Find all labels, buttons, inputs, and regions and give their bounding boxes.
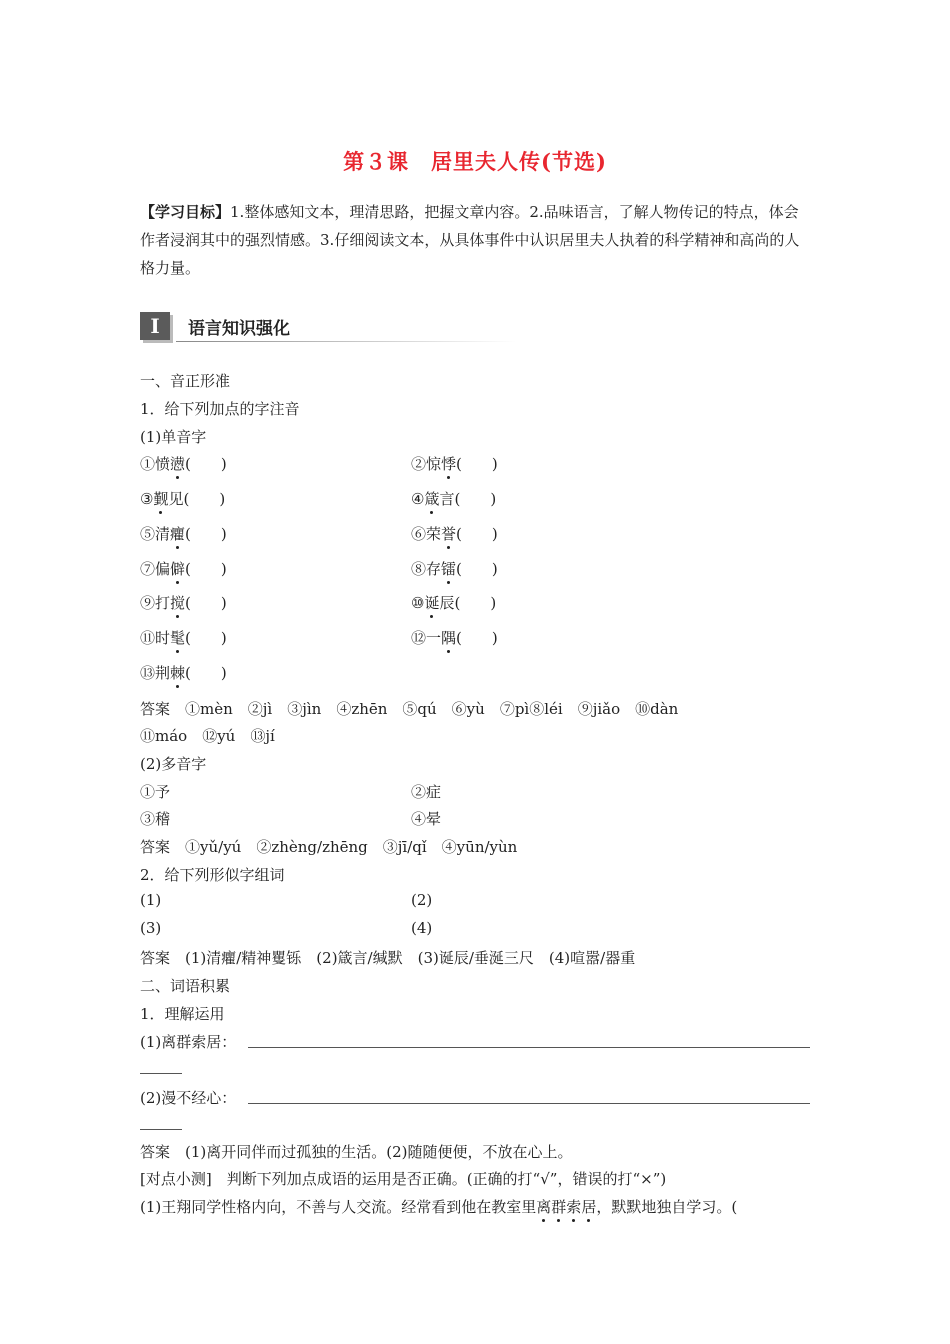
item-pre: 惊 (426, 455, 442, 473)
item-tail: ( ) (185, 664, 227, 682)
item-tail: ( ) (185, 629, 227, 647)
item-tail: ( ) (185, 455, 227, 473)
item-n: ⑩ (411, 594, 425, 612)
pinyin-item (140, 662, 227, 683)
multi-item-1: ①予 (140, 783, 171, 801)
item-n: ⑨ (140, 594, 156, 612)
idiom-item-2: (2)漫不经心： (140, 1089, 237, 1107)
section-underline (176, 341, 516, 342)
dotted-char: 悸 (441, 455, 457, 473)
idiom-item-1: (1)离群索居： (140, 1033, 237, 1051)
item-n: ⑧ (411, 560, 427, 578)
item-post: 辰 (439, 594, 455, 612)
item-n: ⑥ (411, 525, 427, 543)
section-number: I (140, 312, 170, 340)
answer-1-line1: 答案 ①mèn ②jì ③jìn ④zhēn ⑤qú ⑥yù ⑦pì⑧léi ⑨jiǎo ⑩dàn (140, 700, 679, 718)
item-pre: 时 (155, 629, 171, 647)
item-n: ④ (411, 490, 425, 508)
multi-item-2: ②症 (411, 783, 442, 801)
pinyin-item (411, 453, 498, 474)
dotted-char: 棘 (170, 664, 186, 682)
goal-text: 1.整体感知文本，理清思路，把握文章内容。2.品味语言，了解人物传记的特点，体会作者浸润其中的强烈情感。3.仔细阅读文本，从具体事件中认识居里夫人执着的科学精神和高尚的人格力量。 (140, 203, 800, 277)
item-tail: ( ) (456, 629, 498, 647)
item-pre: 荣 (426, 525, 442, 543)
dotted-char: 僻 (170, 560, 186, 578)
dotted-char: 懑 (170, 455, 186, 473)
form-item-4: (4) (411, 919, 433, 937)
question-1: 1．给下列加点的字注音 (140, 400, 300, 418)
item-n: ① (140, 455, 156, 473)
dotted-char: 誉 (441, 525, 457, 543)
part1-heading: 一、音正形准 (140, 372, 231, 390)
item-pre: 偏 (155, 560, 171, 578)
answer-1-line2: ⑪máo ⑫yú ⑬jí (140, 727, 275, 745)
item-n: ⑦ (140, 560, 156, 578)
item-tail: ( ) (185, 560, 227, 578)
item-tail: ( ) (456, 560, 498, 578)
item-post: 言 (439, 490, 455, 508)
fill-line-2a (248, 1103, 810, 1104)
item-n: ⑤ (140, 525, 156, 543)
item-tail: ( ) (185, 594, 227, 612)
form-item-2: (2) (411, 891, 433, 909)
item-pre: 打 (155, 594, 171, 612)
fill-line-2b (140, 1129, 182, 1130)
dotted-char: 觐 (153, 490, 169, 508)
item-pre: 清 (155, 525, 171, 543)
item-tail: ( ) (456, 455, 498, 473)
answer-2: 答案 ①yǔ/yú ②zhèng/zhēng ③jī/qǐ ④yūn/yùn (140, 838, 518, 856)
quick-test: [对点小测] 判断下列加点成语的运用是否正确。(正确的打“√”，错误的打“×”) (140, 1170, 667, 1188)
item-n: ⑪ (140, 629, 156, 647)
fill-line-1a (248, 1047, 810, 1048)
dotted-char: 离 (536, 1198, 552, 1216)
item-pre: 荆 (155, 664, 171, 682)
pinyin-item (140, 453, 227, 474)
part2-question-1: 1．理解运用 (140, 1005, 225, 1023)
item-pre: 存 (426, 560, 442, 578)
pinyin-item (411, 488, 496, 509)
dotted-char: 癯 (170, 525, 186, 543)
dotted-char: 诞 (424, 594, 440, 612)
item-n: ⑬ (140, 664, 156, 682)
form-item-3: (3) (140, 919, 162, 937)
dotted-char: 群 (551, 1198, 567, 1216)
answer-3: 答案 (1)清癯/精神矍铄 (2)箴言/缄默 (3)诞辰/垂涎三尺 (4)喧嚣/器重 (140, 949, 636, 967)
pinyin-item (140, 523, 227, 544)
item-pre: 一 (426, 629, 442, 647)
sentence-1-post: ，默默地独自学习。( (596, 1198, 738, 1216)
item-tail: ( ) (454, 594, 497, 612)
item-tail: ( ) (454, 490, 497, 508)
pinyin-item (411, 523, 498, 544)
section-header (140, 312, 520, 342)
item-tail: ( ) (185, 525, 227, 543)
dotted-char: 索 (566, 1198, 582, 1216)
goal-label: 【学习目标】 (140, 203, 231, 221)
multi-item-3: ③稽 (140, 810, 171, 828)
sentence-1-pre: (1)王翔同学性格内向，不善与人交流。经常看到他在教室里 (140, 1198, 537, 1216)
subheading-single: (1)单音字 (140, 428, 207, 446)
item-post: 见 (168, 490, 184, 508)
multi-item-4: ④晕 (411, 810, 442, 828)
dotted-char: 居 (581, 1198, 597, 1216)
pinyin-item (140, 592, 227, 613)
part2-heading: 二、词语积累 (140, 977, 231, 995)
pinyin-item (140, 627, 227, 648)
item-n: ③ (140, 490, 154, 508)
learning-goals (140, 198, 812, 282)
pinyin-item (140, 558, 227, 579)
question-2: 2．给下列形似字组词 (140, 866, 285, 884)
item-n: ⑫ (411, 629, 427, 647)
pinyin-item (140, 488, 225, 509)
pinyin-item (411, 592, 496, 613)
form-item-1: (1) (140, 891, 162, 909)
section-title: 语言知识强化 (188, 319, 290, 339)
dotted-char: 搅 (170, 594, 186, 612)
dotted-char: 髦 (170, 629, 186, 647)
item-tail: ( ) (183, 490, 226, 508)
item-pre: 愤 (155, 455, 171, 473)
answer-4: 答案 (1)离开同伴而过孤独的生活。(2)随随便便，不放在心上。 (140, 1143, 573, 1161)
dotted-char: 箴 (424, 490, 440, 508)
test-sentence-1 (140, 1196, 737, 1217)
subheading-multi: (2)多音字 (140, 755, 207, 773)
dotted-char: 镭 (441, 560, 457, 578)
pinyin-item (411, 558, 498, 579)
item-n: ② (411, 455, 427, 473)
item-tail: ( ) (456, 525, 498, 543)
fill-line-1b (140, 1073, 182, 1074)
pinyin-item (411, 627, 498, 648)
dotted-char: 隅 (441, 629, 457, 647)
page-title: 第３课 居里夫人传(节选) (343, 149, 607, 174)
